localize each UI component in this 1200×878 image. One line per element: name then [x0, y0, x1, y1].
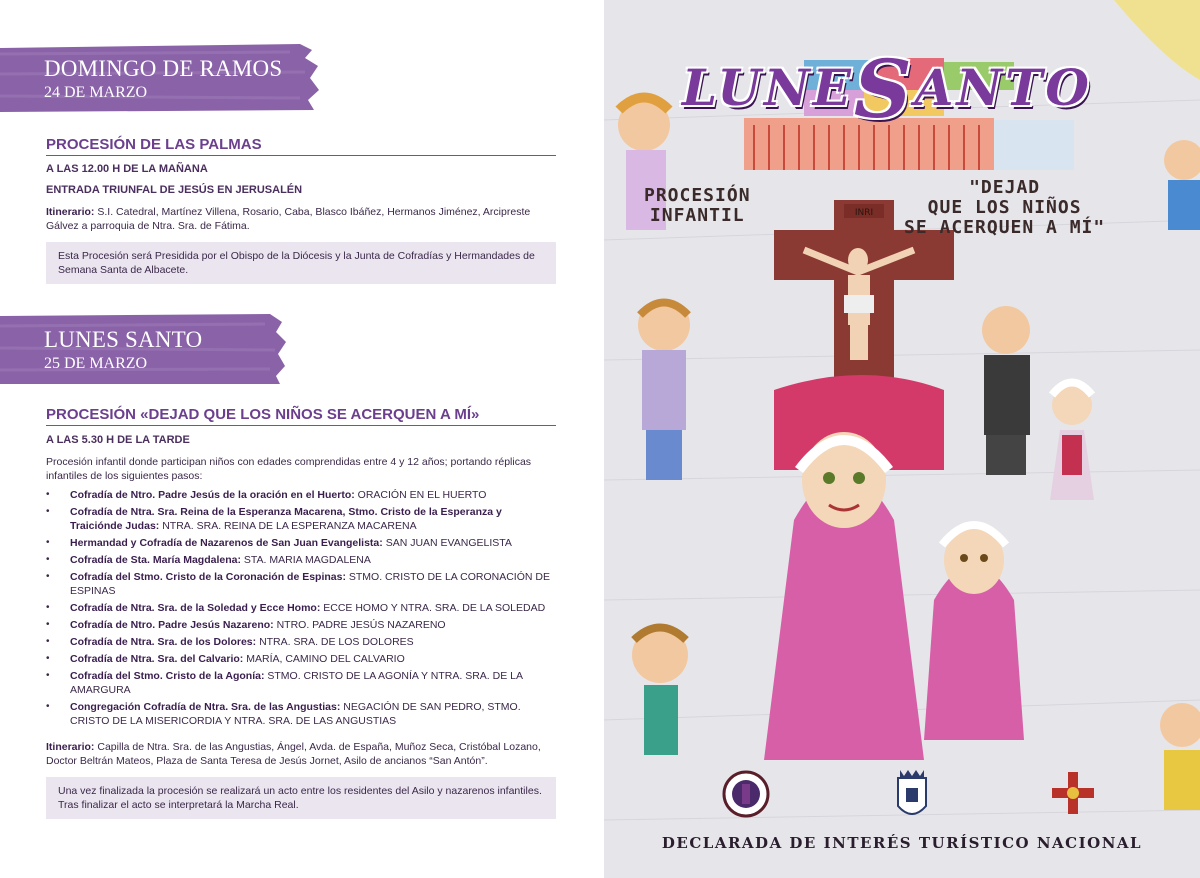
cofradia-name: Cofradía de Ntro. Padre Jesús de la oración en el Huerto:	[70, 489, 355, 501]
paso-name: NEGACIÓN DE SAN PEDRO, STMO. CRISTO DE LA MISERICORDIA Y NTRA. SRA. DE LAS ANGUSTIAS	[70, 701, 521, 727]
procession-title-palmas: PROCESIÓN DE LAS PALMAS	[46, 136, 556, 156]
paso-name: SAN JUAN EVANGELISTA	[385, 537, 512, 549]
paso-name: ECCE HOMO Y NTRA. SRA. DE LA SOLEDAD	[323, 602, 546, 614]
child-right-top-drawing	[1164, 140, 1200, 230]
banner-date: 25 DE MARZO	[44, 355, 148, 372]
cofradia-name: Cofradía de Ntra. Sra. de la Soledad y Ecce Homo:	[70, 602, 321, 614]
paso-name: MARÍA, CAMINO DEL CALVARIO	[246, 653, 405, 665]
procession-intro: Procesión infantil donde participan niños con edades comprendidas entre 4 y 12 años; portando réplicas infantiles de los siguientes pasos:	[46, 456, 532, 482]
itinerary-label: Itinerario:	[46, 741, 95, 753]
cover-title	[682, 30, 1092, 136]
list-item	[46, 553, 556, 567]
child-right-suit-drawing	[982, 306, 1030, 475]
cofradia-name: Cofradía del Stmo. Cristo de la Agonía:	[70, 670, 265, 682]
pasos-list	[46, 488, 556, 731]
banner-lunes-santo	[0, 314, 286, 384]
cover-title-part: ANTO	[914, 58, 1092, 117]
paso-name: STA. MARIA MAGDALENA	[243, 554, 371, 566]
procession-time: A LAS 5.30 H DE LA TARDE	[46, 434, 190, 446]
paso-name: ORACIÓN EN EL HUERTO	[357, 489, 487, 501]
cofradia-name: Cofradía de Ntro. Padre Jesús Nazareno:	[70, 619, 274, 631]
note-box: Una vez finalizada la procesión se realizará un acto entre los residentes del Asilo y nazarenos infantiles. Tras finalizar el acto se interpretará la Marcha Real.	[46, 777, 556, 819]
handwritten-line: INFANTIL	[649, 205, 745, 226]
procession-time: A LAS 12.00 H DE LA MAÑANA	[46, 163, 208, 175]
itinerary-text: Capilla de Ntra. Sra. de las Angustias, Ángel, Avda. de España, Muñoz Seca, Cristóbal Lozano, Doctor Beltrán Mateos, Plaza de Santa Teresa de Jesús Jornet, Asilo de ancianos “San Antón”.	[46, 741, 541, 767]
paso-name: STMO. CRISTO DE LA AGONÍA Y NTRA. SRA. DE LA AMARGURA	[70, 670, 523, 696]
banner-title: DOMINGO DE RAMOS	[44, 56, 283, 81]
itinerary	[46, 205, 546, 233]
paso-name: STMO. CRISTO DE LA CORONACIÓN DE ESPINAS	[70, 571, 550, 597]
list-item	[46, 652, 556, 666]
motto-label	[904, 178, 1105, 238]
paso-name: NTRA. SRA. DE LOS DOLORES	[259, 636, 414, 648]
declaration-footer: DECLARADA DE INTERÉS TURÍSTICO NACIONAL	[661, 834, 1143, 852]
itinerary-label: Itinerario:	[46, 206, 95, 218]
city-coat-of-arms-icon	[894, 766, 930, 822]
list-item	[46, 618, 556, 632]
paso-name: NTRA. SRA. REINA DE LA ESPERANZA MACARENA	[162, 520, 417, 532]
list-item	[46, 700, 556, 728]
handwritten-line: QUE LOS NIÑOS	[927, 197, 1082, 218]
procession-title-ninos: PROCESIÓN «DEJAD QUE LOS NIÑOS SE ACERQUEN A MÍ»	[46, 406, 556, 426]
procesion-infantil-label	[644, 186, 751, 226]
handwritten-line: "DEJAD	[969, 177, 1041, 198]
inri-sign: INRI	[854, 208, 874, 218]
cofradia-name: Cofradía del Stmo. Cristo de la Coronación de Espinas:	[70, 571, 346, 583]
list-item	[46, 635, 556, 649]
banner-domingo-de-ramos	[0, 44, 320, 112]
handwritten-line: SE ACERQUEN A MÍ"	[904, 217, 1106, 238]
cofradia-emblem-icon	[722, 770, 770, 818]
cofradia-name: Cofradía de Ntra. Sra. del Calvario:	[70, 653, 244, 665]
itinerary	[46, 740, 556, 768]
paso-name: NTRO. PADRE JESÚS NAZARENO	[276, 619, 446, 631]
procession-subtitle: ENTRADA TRIUNFAL DE JESÚS EN JERUSALÉN	[46, 184, 303, 196]
cofradia-name: Cofradía de Ntra. Sra. Reina de la Esperanza Macarena, Stmo. Cristo de la Esperanza y Traiciónde Judas:	[70, 506, 502, 532]
banner-date: 24 DE MARZO	[44, 84, 148, 101]
junta-cross-emblem-icon	[1048, 768, 1098, 818]
itinerary-text: S.I. Catedral, Martínez Villena, Rosario, Caba, Blasco Ibáñez, Hermanos Jiménez, Arcipreste Gálvez a parroquia de Ntra. Sra. de Fátima.	[46, 206, 531, 232]
list-item	[46, 536, 556, 550]
cover-title-initial: S	[853, 42, 915, 136]
banner-title: LUNES SANTO	[44, 327, 203, 352]
cofradia-name: Hermandad y Cofradía de Nazarenos de San Juan Evangelista:	[70, 537, 383, 549]
list-item	[46, 601, 556, 615]
cofradia-name: Cofradía de Sta. María Magdalena:	[70, 554, 241, 566]
handwritten-line: PROCESIÓN	[644, 185, 751, 206]
note-box: Esta Procesión será Presidida por el Obispo de la Diócesis y la Junta de Cofradías y Hermandades de Semana Santa de Albacete.	[46, 242, 556, 284]
list-item	[46, 505, 556, 533]
list-item	[46, 570, 556, 598]
list-item	[46, 488, 556, 502]
child-bottom-right-drawing	[1160, 703, 1200, 810]
cover-page	[604, 0, 1200, 878]
cofradia-name: Congregación Cofradía de Ntra. Sra. de las Angustias:	[70, 701, 341, 713]
list-item	[46, 669, 556, 697]
cover-title-part: LUNE	[682, 58, 854, 117]
cofradia-name: Cofradía de Ntra. Sra. de los Dolores:	[70, 636, 257, 648]
